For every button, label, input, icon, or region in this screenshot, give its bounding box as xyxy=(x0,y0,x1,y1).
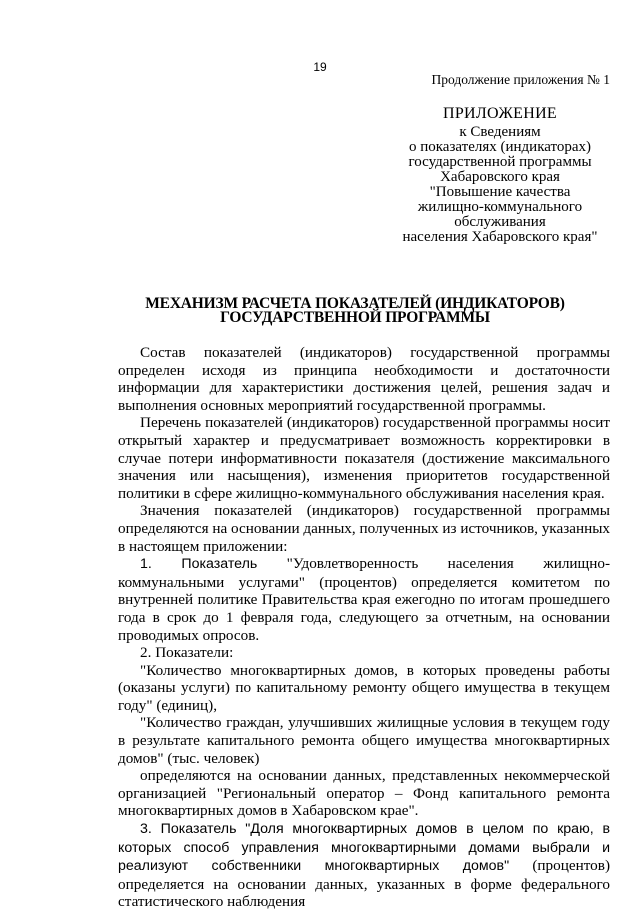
appendix-block xyxy=(382,106,618,245)
paragraph-text: "Удовлетворенность населения жилищно-коммунальными услугами" (процентов) определяется комитетом по внутренней политике Правительства края ежегодно по итогам прошедшего года в срок до 1 февраля года, следующего за отчетным, на основании проводимых опросов. xyxy=(118,555,611,644)
paragraph: Перечень показателей (индикаторов) государственной программы носит открытый характер и предусматривает возможность корректировки в случае потери информативности показателя (достижение максимального значения или насыщения), изменения приоритетов государственной политики в сфере жилищно-коммунального обслуживания населения края. xyxy=(118,414,610,502)
page-number: 19 xyxy=(313,60,327,74)
paragraph xyxy=(118,555,610,644)
heading-line-2: ГОСУДАРСТВЕННОЙ ПРОГРАММЫ xyxy=(220,309,490,326)
document-heading xyxy=(118,297,592,325)
appendix-line: "Повышение качества xyxy=(429,184,571,200)
body-text xyxy=(118,344,610,911)
appendix-line: к Сведениям xyxy=(459,124,541,140)
paragraph: "Количество граждан, улучшивших жилищные условия в текущем году в результате капитального ремонта общего имущества многоквартирных домов" (тыс. человек) xyxy=(118,714,610,767)
continuation-note: Продолжение приложения № 1 xyxy=(431,72,610,87)
appendix-title: ПРИЛОЖЕНИЕ xyxy=(442,105,557,122)
paragraph-text: (процентов) определяется на основании данных, указанных в форме федерального статистического наблюдения xyxy=(118,857,610,911)
paragraph: "Количество многоквартирных домов, в которых проведены работы (оказаны услуги) по капитальному ремонту общего имущества в текущем году" (единиц), xyxy=(118,661,610,714)
appendix-line: о показателях (индикаторах) xyxy=(408,139,592,155)
paragraph: определяются на основании данных, представленных некоммерческой организацией "Региональный оператор – Фонд капитального ремонта многоквартирных домов в Хабаровском крае". xyxy=(118,767,610,820)
appendix-line: Хабаровского края xyxy=(440,169,560,185)
item-number: 1. Показатель xyxy=(140,556,258,573)
paragraph: Значения показателей (индикаторов) государственной программы определяются на основании данных, полученных из источников, указанных в настоящем приложении: xyxy=(118,502,610,555)
item-lead: 3. Показатель "Доля многоквартирных домов в целом по краю, в которых способ управления многоквартирными домами выбрали и реализуют собственники многоквартирных домов" xyxy=(118,821,610,875)
appendix-line: населения Хабаровского края" xyxy=(402,229,598,245)
paragraph: Состав показателей (индикаторов) государственной программы определен исходя из принципа необходимости и достаточности информации для характеристики достижения целей, решения задач и выполнения основных мероприятий государственной программы. xyxy=(118,344,610,414)
appendix-line: обслуживания xyxy=(454,214,546,230)
appendix-line: государственной программы xyxy=(408,154,592,170)
paragraph xyxy=(118,820,610,911)
heading-line-1: МЕХАНИЗМ РАСЧЕТА ПОКАЗАТЕЛЕЙ (ИНДИКАТОРОВ) xyxy=(145,295,565,312)
paragraph: 2. Показатели: xyxy=(140,644,234,662)
appendix-line: жилищно-коммунального xyxy=(417,199,583,215)
